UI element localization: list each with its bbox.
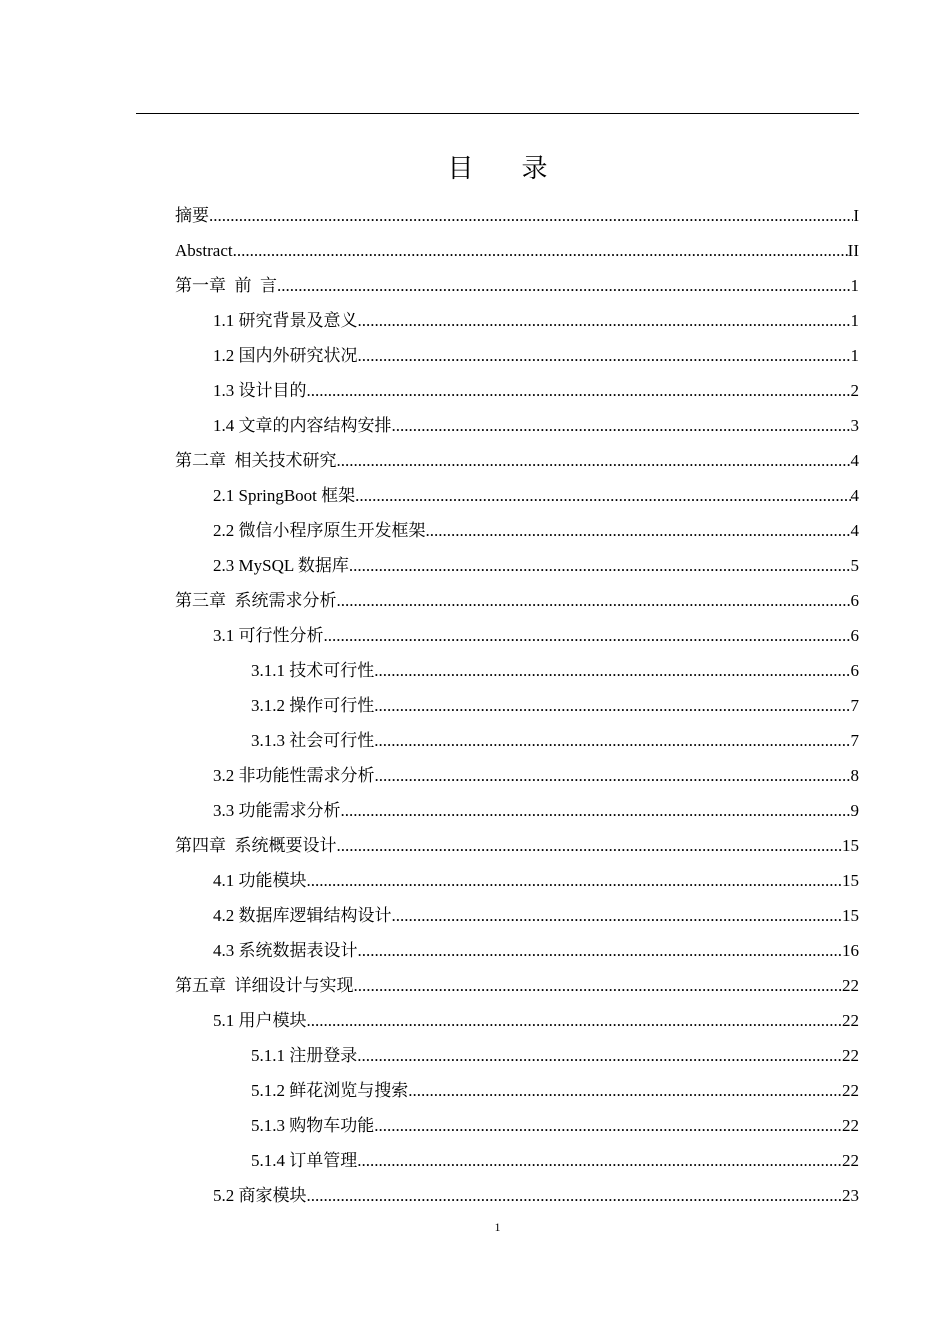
toc-entry[interactable] <box>175 343 859 378</box>
dot-leader <box>357 1043 842 1069</box>
toc-entry[interactable] <box>175 1008 859 1043</box>
toc-entry[interactable] <box>175 798 859 833</box>
toc-entry-label: 3.1 可行性分析 <box>213 626 324 645</box>
dot-leader <box>374 728 850 754</box>
dot-leader <box>307 378 851 404</box>
toc-entry[interactable] <box>175 693 859 728</box>
dot-leader <box>209 203 853 229</box>
dot-leader <box>337 588 851 614</box>
toc-entry[interactable] <box>175 273 859 308</box>
toc-entry[interactable] <box>175 308 859 343</box>
toc-entry[interactable] <box>175 378 859 413</box>
dot-leader <box>349 553 851 579</box>
toc-entry[interactable] <box>175 1148 859 1183</box>
toc-entry[interactable] <box>175 868 859 903</box>
dot-leader <box>374 658 850 684</box>
header-rule <box>136 113 859 114</box>
dot-leader <box>358 938 843 964</box>
toc-entry[interactable] <box>175 973 859 1008</box>
table-of-contents <box>175 203 859 1218</box>
toc-entry-page: 15 <box>842 871 859 890</box>
toc-entry-label: 第二章 相关技术研究 <box>175 451 337 470</box>
dot-leader <box>354 973 843 999</box>
dot-leader <box>358 343 851 369</box>
toc-entry[interactable] <box>175 1183 859 1218</box>
toc-entry-label: 第五章 详细设计与实现 <box>175 976 354 995</box>
toc-entry-label: 3.1.1 技术可行性 <box>251 661 375 680</box>
title-char: 录 <box>521 154 548 184</box>
toc-entry-label: 第三章 系统需求分析 <box>175 591 337 610</box>
toc-entry-page: 4 <box>850 486 859 505</box>
toc-entry[interactable] <box>175 623 859 658</box>
toc-entry-label: 第一章 前 言 <box>175 276 277 295</box>
toc-entry-page: II <box>847 241 859 260</box>
toc-entry-label: 第四章 系统概要设计 <box>175 836 337 855</box>
dot-leader <box>357 1148 842 1174</box>
toc-entry-label: 1.3 设计目的 <box>213 381 307 400</box>
toc-entry-page: 6 <box>850 626 859 645</box>
toc-entry-page: 22 <box>842 1151 859 1170</box>
title-char: 目 <box>447 154 474 184</box>
dot-leader <box>337 448 851 474</box>
toc-entry-label: 2.3 MySQL 数据库 <box>213 556 349 575</box>
toc-entry-page: 22 <box>842 1116 859 1135</box>
toc-entry-page: 4 <box>850 521 859 540</box>
dot-leader <box>374 1113 842 1139</box>
toc-entry-label: 5.2 商家模块 <box>213 1186 307 1205</box>
toc-entry-page: 22 <box>842 1081 859 1100</box>
dot-leader <box>337 833 843 859</box>
toc-entry[interactable] <box>175 413 859 448</box>
dot-leader <box>307 1183 843 1209</box>
toc-entry[interactable] <box>175 518 859 553</box>
toc-entry-page: 22 <box>842 1046 859 1065</box>
toc-entry-label: 5.1.1 注册登录 <box>251 1046 358 1065</box>
toc-entry-page: 16 <box>842 941 859 960</box>
toc-entry-page: 23 <box>842 1186 859 1205</box>
dot-leader <box>375 763 851 789</box>
toc-entry-label: Abstract <box>175 241 233 260</box>
toc-entry-label: 2.2 微信小程序原生开发框架 <box>213 521 426 540</box>
toc-entry[interactable] <box>175 588 859 623</box>
toc-entry-label: 4.2 数据库逻辑结构设计 <box>213 906 392 925</box>
dot-leader <box>408 1078 842 1104</box>
toc-entry[interactable] <box>175 833 859 868</box>
toc-entry[interactable] <box>175 448 859 483</box>
dot-leader <box>392 413 851 439</box>
page-number: 1 <box>494 1220 501 1234</box>
toc-entry[interactable] <box>175 1078 859 1113</box>
toc-entry[interactable] <box>175 658 859 693</box>
toc-entry[interactable] <box>175 1043 859 1078</box>
toc-entry-label: 5.1 用户模块 <box>213 1011 307 1030</box>
toc-entry-page: 22 <box>842 976 859 995</box>
toc-entry-page: 1 <box>850 311 859 330</box>
toc-entry-page: I <box>853 206 859 225</box>
toc-entry-label: 3.1.3 社会可行性 <box>251 731 375 750</box>
toc-entry[interactable] <box>175 728 859 763</box>
toc-entry[interactable] <box>175 238 859 273</box>
toc-entry-page: 9 <box>850 801 859 820</box>
dot-leader <box>426 518 851 544</box>
toc-entry-page: 2 <box>850 381 859 400</box>
toc-entry[interactable] <box>175 903 859 938</box>
toc-entry-label: 5.1.4 订单管理 <box>251 1151 358 1170</box>
toc-entry-page: 1 <box>850 276 859 295</box>
toc-entry[interactable] <box>175 483 859 518</box>
page-title <box>0 148 950 185</box>
toc-entry-page: 4 <box>850 451 859 470</box>
toc-entry-page: 15 <box>842 906 859 925</box>
toc-entry-label: 4.3 系统数据表设计 <box>213 941 358 960</box>
toc-entry[interactable] <box>175 1113 859 1148</box>
toc-entry-label: 2.1 SpringBoot 框架 <box>213 486 356 505</box>
toc-entry-label: 4.1 功能模块 <box>213 871 307 890</box>
dot-leader <box>307 868 843 894</box>
toc-entry-page: 7 <box>850 731 859 750</box>
toc-entry[interactable] <box>175 203 859 238</box>
dot-leader <box>355 483 850 509</box>
dot-leader <box>358 308 851 334</box>
dot-leader <box>324 623 851 649</box>
toc-entry-page: 3 <box>850 416 859 435</box>
toc-entry-page: 8 <box>850 766 859 785</box>
dot-leader <box>277 273 851 299</box>
toc-entry-page: 15 <box>842 836 859 855</box>
toc-entry-page: 1 <box>850 346 859 365</box>
dot-leader <box>341 798 851 824</box>
toc-entry[interactable] <box>175 553 859 588</box>
toc-entry-label: 1.4 文章的内容结构安排 <box>213 416 392 435</box>
toc-entry-page: 22 <box>842 1011 859 1030</box>
toc-entry-page: 6 <box>850 591 859 610</box>
dot-leader <box>392 903 843 929</box>
toc-entry-label: 5.1.2 鲜花浏览与搜索 <box>251 1081 409 1100</box>
toc-entry-label: 1.2 国内外研究状况 <box>213 346 358 365</box>
dot-leader <box>307 1008 843 1034</box>
toc-entry-label: 3.2 非功能性需求分析 <box>213 766 375 785</box>
toc-entry-label: 1.1 研究背景及意义 <box>213 311 358 330</box>
toc-entry-page: 5 <box>850 556 859 575</box>
toc-entry-label: 3.3 功能需求分析 <box>213 801 341 820</box>
dot-leader <box>374 693 850 719</box>
toc-entry-page: 6 <box>850 661 859 680</box>
toc-entry[interactable] <box>175 938 859 973</box>
toc-entry-page: 7 <box>850 696 859 715</box>
toc-entry-label: 5.1.3 购物车功能 <box>251 1116 375 1135</box>
toc-entry-label: 3.1.2 操作可行性 <box>251 696 375 715</box>
dot-leader <box>233 238 848 264</box>
toc-entry-label: 摘要 <box>175 206 209 225</box>
toc-entry[interactable] <box>175 763 859 798</box>
